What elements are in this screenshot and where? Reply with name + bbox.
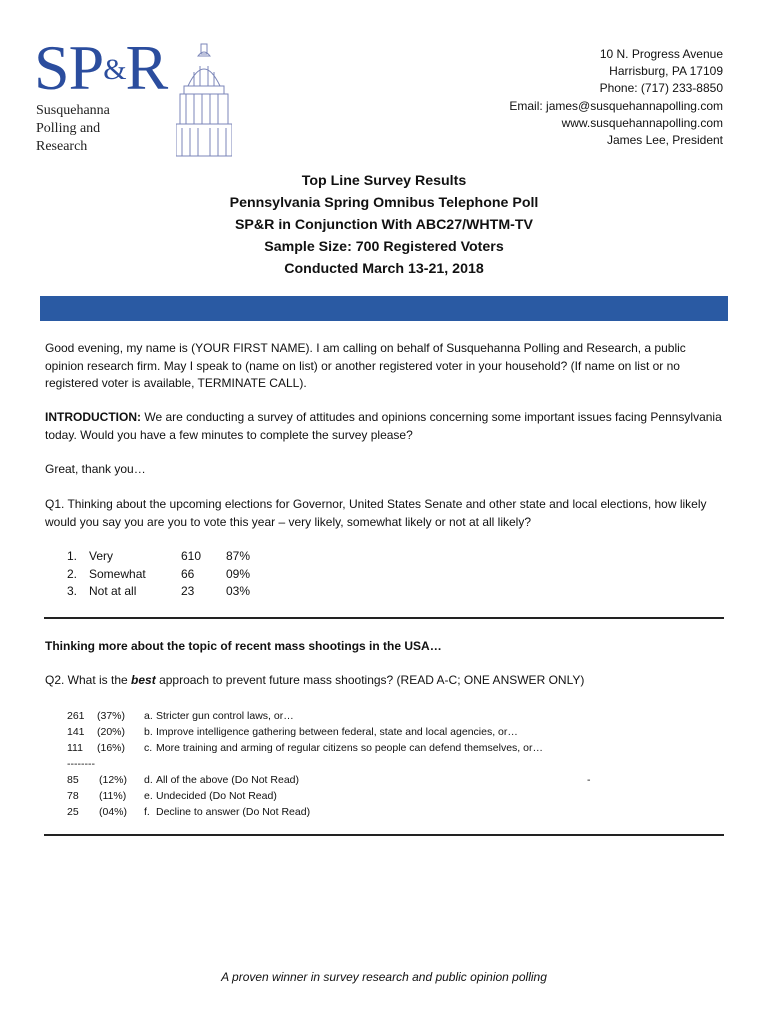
q1-count: 66 bbox=[181, 566, 195, 581]
q2-text: Improve intelligence gathering between federal, state and local agencies, or… bbox=[156, 726, 518, 738]
q2-emphasis: best bbox=[131, 673, 156, 687]
q2-pct: (37%) bbox=[97, 710, 126, 722]
q1-pct: 09% bbox=[226, 566, 251, 581]
q2-text: Decline to answer (Do Not Read) bbox=[156, 806, 311, 818]
q2-text: Undecided (Do Not Read) bbox=[156, 790, 277, 802]
capitol-dome-icon bbox=[176, 42, 232, 158]
q2-pct: (04%) bbox=[99, 806, 128, 818]
q2-row bbox=[67, 788, 667, 804]
introduction-paragraph bbox=[45, 409, 725, 444]
q1-num: 2. bbox=[67, 566, 78, 581]
q2-count: 85 bbox=[67, 774, 79, 786]
contact-address: 10 N. Progress Avenue bbox=[599, 47, 723, 61]
q2-text: More training and arming of regular citizens so people can defend themselves, or… bbox=[156, 742, 543, 754]
logo-line-3: Research bbox=[36, 139, 88, 154]
q2-row bbox=[67, 740, 667, 756]
q2-count: 25 bbox=[67, 806, 79, 818]
q2-question bbox=[45, 672, 725, 690]
q2-count: 111 bbox=[67, 742, 83, 754]
q2-pct: (16%) bbox=[97, 742, 126, 754]
q2-row bbox=[67, 708, 667, 724]
contact-email: Email: james@susquehannapolling.com bbox=[509, 98, 723, 113]
q1-label: Not at all bbox=[89, 584, 137, 599]
q2-pct: (12%) bbox=[99, 774, 128, 786]
section-divider bbox=[44, 617, 724, 619]
q1-label: Very bbox=[89, 549, 114, 563]
q2-letter: d. bbox=[144, 774, 153, 786]
q2-text: All of the above (Do Not Read) bbox=[156, 774, 299, 786]
q2-letter: f. bbox=[144, 806, 150, 818]
q2-letter: c. bbox=[144, 742, 153, 754]
q2-count: 261 bbox=[67, 710, 85, 722]
q2-pct: (20%) bbox=[97, 726, 126, 738]
q2-trail-mark: - bbox=[587, 774, 591, 786]
section2-heading: Thinking more about the topic of recent mass shootings in the USA… bbox=[45, 639, 442, 653]
q1-row bbox=[67, 566, 307, 584]
document-titles bbox=[0, 170, 768, 280]
contact-president: James Lee, President bbox=[606, 133, 723, 148]
q2-count: 78 bbox=[67, 790, 79, 802]
q2-row bbox=[67, 804, 667, 820]
logo-subtitle bbox=[36, 102, 110, 156]
q2-suffix: approach to prevent future mass shootings? (READ A-C; ONE ANSWER ONLY) bbox=[155, 673, 585, 687]
header-band bbox=[40, 296, 728, 321]
q1-count: 610 bbox=[181, 549, 202, 563]
logo-wordmark: SP&R bbox=[34, 32, 168, 103]
title-line-1: Top Line Survey Results bbox=[301, 173, 467, 189]
footer-tagline: A proven winner in survey research and public opinion polling bbox=[221, 970, 547, 984]
company-logo bbox=[34, 32, 234, 160]
q2-divider: -------- bbox=[67, 758, 95, 770]
introduction-label: INTRODUCTION: bbox=[45, 410, 141, 424]
q2-pct: (11%) bbox=[99, 790, 127, 802]
contact-phone: Phone: (717) 233-8850 bbox=[599, 81, 723, 96]
q2-text: Stricter gun control laws, or… bbox=[156, 710, 294, 722]
q1-results bbox=[67, 548, 307, 601]
q1-question: Q1. Thinking about the upcoming elections for Governor, United States Senate and other state and local elections, how likely would you say you are you to vote this year – very likely, somewhat likely or not at all likely? bbox=[45, 497, 707, 529]
section-divider bbox=[44, 834, 724, 836]
intro-paragraph: Good evening, my name is (YOUR FIRST NAME). I am calling on behalf of Susquehanna Polling and Research, a public opinion research firm. May I speak to (name on list) or another registered voter in your household? (If name on list or no registered voter is available, TERMINATE CALL). bbox=[45, 341, 686, 391]
title-line-5: Conducted March 13-21, 2018 bbox=[284, 261, 484, 277]
q1-row bbox=[67, 583, 307, 601]
q2-letter: a. bbox=[144, 710, 153, 722]
greeting-text: Great, thank you… bbox=[45, 462, 146, 476]
contact-city: Harrisburg, PA 17109 bbox=[609, 64, 723, 79]
q1-pct: 87% bbox=[226, 549, 251, 563]
logo-line-2: Polling and bbox=[36, 121, 101, 136]
q1-num: 3. bbox=[67, 584, 78, 599]
q2-prefix: Q2. What is the bbox=[45, 673, 132, 687]
q1-row bbox=[67, 548, 307, 566]
contact-block bbox=[509, 46, 723, 149]
q2-count: 141 bbox=[67, 726, 85, 738]
q2-row bbox=[67, 772, 667, 788]
q1-label: Somewhat bbox=[89, 566, 146, 581]
q1-num: 1. bbox=[67, 549, 78, 563]
q2-row bbox=[67, 724, 667, 740]
q2-letter: b. bbox=[144, 726, 153, 738]
q2-letter: e. bbox=[144, 790, 153, 802]
introduction-text: We are conducting a survey of attitudes and opinions concerning some important issues facing Pennsylvania today. Would you have a few minutes to complete the survey please? bbox=[45, 410, 722, 442]
title-line-3: SP&R in Conjunction With ABC27/WHTM-TV bbox=[234, 217, 534, 233]
logo-line-1: Susquehanna bbox=[36, 103, 110, 118]
contact-website: www.susquehannapolling.com bbox=[561, 115, 723, 130]
title-line-2: Pennsylvania Spring Omnibus Telephone Poll bbox=[229, 195, 539, 211]
q2-results bbox=[67, 708, 667, 820]
q1-count: 23 bbox=[181, 584, 195, 599]
q1-pct: 03% bbox=[226, 584, 251, 599]
title-line-4: Sample Size: 700 Registered Voters bbox=[264, 239, 504, 255]
